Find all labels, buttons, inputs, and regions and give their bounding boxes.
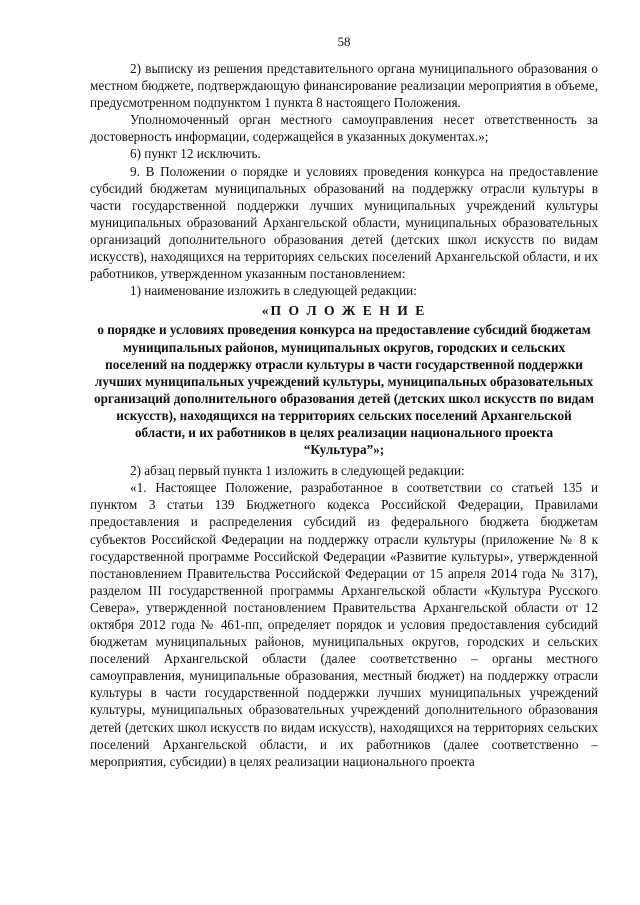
- regulation-subtitle: о порядке и условиях проведения конкурса на предоставление субсидий бюджетам муниципальных районов, муниципальных округов, городских и сельских поселений на поддержку отрасли культуры в части государственной поддержки лучших муниципальных учреждений культуры, муниципальных образовательных организаций дополнительного образования детей (детских школ искусств по видам искусств), находящихся на территориях сельских поселений Архангельской области, и их работников в целях реализации национального проекта “Культура”»;: [94, 322, 594, 458]
- regulation-title: «П О Л О Ж Е Н И Е: [261, 303, 427, 319]
- paragraph-responsibility: Уполномоченный орган местного самоуправления несет ответственность за достоверность информации, содержащейся в указанных документах.»;: [90, 112, 598, 145]
- paragraph-item-1-change: 2) абзац первый пункта 1 изложить в следующей редакции:: [130, 463, 465, 479]
- page-number: 58: [337, 34, 351, 49]
- paragraph-section-9: 9. В Положении о порядке и условиях проведения конкурса на предоставление субсидий бюджетам муниципальных образований на поддержку отрасли культуры в части государственной поддержки лучших муниципальных учреждений культуры муниципальных образований Архангельской области, муниципальных образовательных организаций дополнительного образования детей (детских школ искусств по видам искусств), находящихся на территориях сельских поселений Архангельской области, и их работников, утвержденном указанным постановлением:: [90, 163, 598, 282]
- document-page: [90, 34, 598, 770]
- paragraph-item-1-text: «1. Настоящее Положение, разработанное в соответствии со статьей 135 и пунктом 3 статьи 139 Бюджетного кодекса Российской Федерации, Правилами предоставления и распределения субсидий из федерального бюджета бюджетам субъектов Российской Федерации на поддержку отрасли культуры (приложение № 8 к государственной программе Российской Федерации «Развитие культуры», утвержденной постановлением Правительства Российской Федерации от 15 апреля 2014 года № 317), разделом III государственной программы Архангельской области «Культура Русского Севера», утвержденной постановлением Правительства Архангельской области от 12 октября 2012 года № 461-пп, определяет порядок и условия предоставления субсидий бюджетам муниципальных районов, муниципальных округов, городских и сельских поселений Архангельской области (далее соответственно – органы местного самоуправления, муниципальные образования, местный бюджет) на поддержку отрасли культуры в части государственной поддержки лучших муниципальных учреждений культуры, муниципальных образовательных учреждений дополнительного образования детей (детских школ искусств по видам искусств), находящихся на территориях сельских поселений Архангельской области, и их работников (далее соответственно – мероприятия, субсидии) в целях реализации национального проекта: [90, 480, 598, 769]
- paragraph-bank-statement: 2) выписку из решения представительного органа муниципального образования о местном бюджете, подтверждающую финансирование реализации мероприятия в объеме, предусмотренном подпунктом 1 пункта 8 настоящего Положения.: [90, 61, 598, 111]
- paragraph-item-12: 6) пункт 12 исключить.: [130, 146, 261, 162]
- paragraph-name-change: 1) наименование изложить в следующей редакции:: [130, 283, 417, 299]
